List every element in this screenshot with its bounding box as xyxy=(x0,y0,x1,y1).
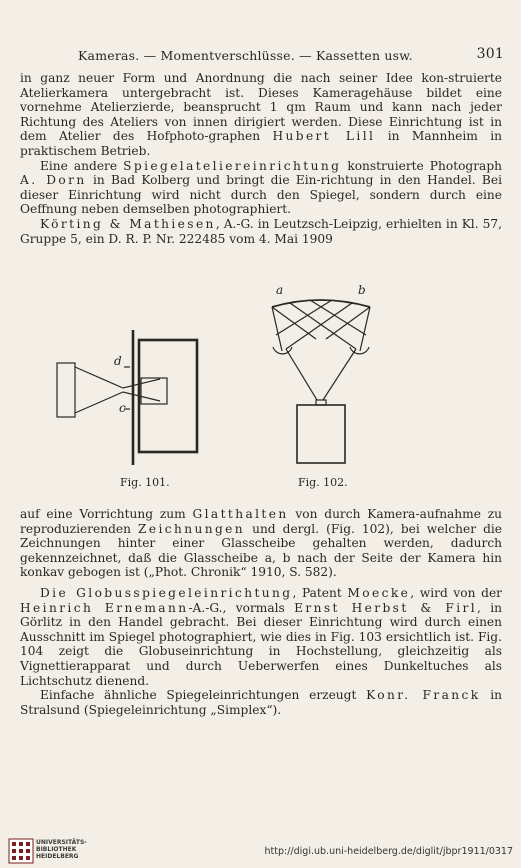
figure-102-drawing xyxy=(272,300,370,463)
paragraph-5: Die Globusspiegeleinrichtung, Patent Moecke, wird von der Heinrich Ernemann-A.-G., vormals Ernst Herbst & Firl, in Görlitz in den Handel gebracht. Bei dieser Einrichtung wird durch einen Ausschnitt im Spiegel photographiert, wie dies in Fig. 103 ersichtlich ist. Fig. 104 zeigt die Globuseinrichtung in Hochstellung, gleichzeitig als Vignettierapparat und durch Ueberwerfen eines Dunkeltuches als Lichtschutz dienend. xyxy=(20,585,502,688)
term-emphasis: Glatthalten xyxy=(192,507,289,521)
figures-area xyxy=(20,285,502,490)
person-name: Konr. Franck xyxy=(366,688,481,703)
figure-101-drawing xyxy=(57,330,197,465)
fig101-label-c: c xyxy=(119,401,126,415)
fig101-caption: Fig. 101. xyxy=(120,476,170,489)
company-name: Heinrich Ernemann xyxy=(20,600,189,615)
company-name: Ernst Herbst & Firl xyxy=(294,600,478,615)
fig102-caption: Fig. 102. xyxy=(298,476,348,489)
library-logo-icon xyxy=(8,838,34,864)
source-url-link[interactable]: http://digi.ub.uni-heidelberg.de/diglit/jbpr1911/0317 xyxy=(264,846,513,857)
digitization-footer xyxy=(0,835,521,868)
upper-text-block xyxy=(20,71,502,246)
figure-illustrations xyxy=(20,285,502,490)
fig101-label-d: d xyxy=(114,354,122,368)
lower-text-block xyxy=(20,507,502,717)
page-number: 301 xyxy=(476,46,504,62)
person-name: Moecke xyxy=(347,585,411,600)
paragraph-2: Eine andere Spiegelateliereinrichtung konstruierte Photograph A. Dorn in Bad Kolberg und bringt die Ein-richtung in den Handel. Bei dieser Einrichtung wird nicht durch den Spiegel, sondern durch eine Oeffnung neben demselben photographiert. xyxy=(20,158,503,217)
fig102-label-a: a xyxy=(276,285,284,297)
person-name: A. Dorn xyxy=(20,173,87,188)
paragraph-3: Körting & Mathiesen, A.-G. in Leutzsch-Leipzig, erhielten in Kl. 57, Gruppe 5, ein D. R. P. Nr. 222485 vom 4. Mai 1909 xyxy=(20,216,502,246)
paragraph-6: Einfache ähnliche Spiegeleinrichtungen erzeugt Konr. Franck in Stralsund (Spiegeleinrichtung „Simplex“). xyxy=(20,688,503,717)
term-emphasis: Spiegelateliereinrichtung xyxy=(123,158,342,173)
page-header xyxy=(20,44,504,66)
person-name: Hubert Lill xyxy=(272,129,376,144)
paragraph-1: in ganz neuer Form und Anordnung die nach seiner Idee kon-struierte Atelierkamera untergebracht ist. Dieses Kameragehäuse bildet eine vornehme Atelierzierde, beansprucht 1 qm Raum und kann nach jeder Richtung des Ateliers von innen dirigiert werden. Diese Einrichtung ist in dem Atelier des Hofphoto-graphen Hubert Lill in Mannheim in praktischem Betrieb. xyxy=(20,71,503,158)
running-title: Kameras. — Momentverschlüsse. — Kassetten usw. xyxy=(78,48,413,63)
company-name: Körting & Mathiesen xyxy=(40,216,216,231)
fig102-label-b: b xyxy=(358,285,366,297)
term-emphasis: Zeichnungen xyxy=(137,521,246,536)
term-emphasis: Die Globusspiegeleinrichtung xyxy=(40,585,293,600)
library-name: UNIVERSITÄTS- BIBLIOTHEK HEIDELBERG xyxy=(36,839,87,860)
paragraph-4: auf eine Vorrichtung zum Glatthalten von durch Kamera-aufnahme zu reproduzierenden Zeichnungen und dergl. (Fig. 102), bei welcher die Zeichnungen hinter einer Glasscheibe gehalten werden, dadurch gekennzeichnet, daß die Glasscheibe a, b nach der Seite der Kamera hin konkav gebogen ist („Phot. Chronik“ 1910, S. 582). xyxy=(20,507,503,580)
